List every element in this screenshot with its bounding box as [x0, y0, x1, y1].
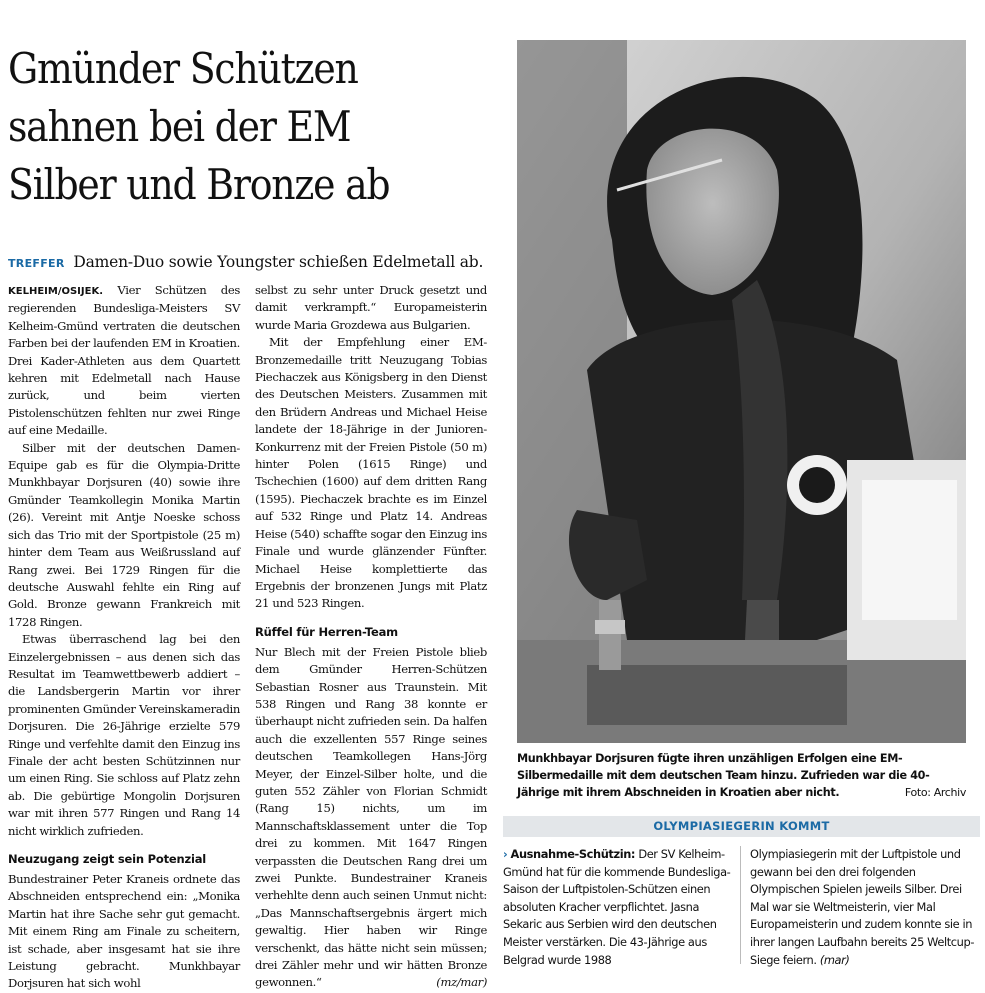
- paragraph: Silber mit der deutschen Damen-Equipe gab es für die Olympia-Dritte Munkhbayar Dorjsuren (40) sowie ihre Gmünder Teamkollegin Monika Martin (26). Vereint mit Antje Noeske schoss sich das Trio mit der Sportpistole (25 m) hinter dem Team aus Weißrussland auf Rang zwei. Bei 1729 Ringen für die deutsche Auswahl fehlte ein Ring auf Gold. Bronze gewann Frankreich mit 1728 Ringen.: [8, 440, 240, 629]
- paragraph: Mit der Empfehlung einer EM-Bronzemedaille tritt Neuzugang Tobias Piechaczek aus Königsberg in den Dienst des Deutschen Meisters. Zusammen mit den Brüdern Andreas und Michael Heise landete der 18-Jährige in der Junioren-Konkurrenz mit der Freien Pistole (50 m) hinter Polen (1615 Ringe) und Tschechien (1600) auf dem dritten Rang (1595). Piechaczek brachte es im Einzel auf 532 Ringe und Platz 14. Andreas Heise (540) schaffte sogar den Einzug ins Finale und wurde glänzender Fünfter. Michael Heise komplettierte das Ergebnis der bronzenen Jungs mit Platz 21 und 523 Ringen.: [255, 335, 487, 611]
- headline-line-2: sahnen bei der EM: [8, 102, 351, 151]
- deck: [8, 253, 498, 271]
- kicker-label: TREFFER: [8, 257, 65, 270]
- column-divider: [740, 846, 741, 964]
- photo-caption: Munkhbayar Dorjsuren fügte ihren unzähligen Erfolgen eine EM-Silbermedaille mit dem deutschen Team hinzu. Zufrieden war die 40-Jährige mit ihrem Abschneiden in Kroatien aber nicht. Foto: Archiv: [517, 752, 966, 799]
- photo-credit: Foto: Archiv: [904, 786, 966, 799]
- infobox-lead: Ausnahme-Schützin:: [510, 847, 636, 861]
- paragraph: selbst zu sehr unter Druck gesetzt und damit verkrampft.“ Europameisterin wurde Maria Grozdewa aus Bulgarien.: [255, 283, 487, 332]
- paragraph: KELHEIM/OSIJEK. Vier Schützen des regierenden Bundesliga-Meisters SV Kelheim-Gmünd vertraten die deutschen Farben bei der laufenden EM in Kroatien. Drei Kader-Athleten aus dem Quartett kehren mit Edelmetall nach Hause zurück, und beim vierten Pistolenschützen fehlten nur zwei Ringe auf eine Medaille.: [8, 283, 240, 438]
- deck-text: Damen-Duo sowie Youngster schießen Edelmetall ab.: [73, 253, 484, 271]
- paragraph: Nur Blech mit der Freien Pistole blieb dem Gmünder Herren-Schützen Sebastian Rosner aus Traunstein. Mit 538 Ringen und Rang 38 konnte er überhaupt nicht zufrieden sein. Da halfen auch die exzellenten 557 Ringe seines deutschen Teamkollegen Hans-Jörg Meyer, der Einzel-Silber holte, und die guten 552 Zähler von Florian Schmidt (Rang 15) nichts, um im Mannschaftsklassement unter die Top drei zu kommen. Mit 1647 Ringen verpassten die Deutschen Rang drei um zwei Punkte. Bundestrainer Kraneis verhehlte denn auch seinen Unmut nicht: „Das Mannschaftsergebnis ärgert mich gewaltig. Hier haben wir Ringe verschenkt, das hätte nicht sein müssen; drei Zähler mehr und wir hätten Bronze gewonnen.“ (mz/mar): [255, 644, 487, 992]
- dateline: KELHEIM/OSIJEK.: [8, 286, 103, 297]
- subheading: Neuzugang zeigt sein Potenzial: [8, 852, 207, 866]
- photo-illustration: [517, 40, 966, 743]
- headline-line-3: Silber und Bronze ab: [8, 160, 390, 209]
- chevron-right-icon: ›: [503, 847, 508, 861]
- infobox-header: OLYMPIASIEGERIN KOMMT: [503, 816, 980, 837]
- news-photo: [517, 40, 966, 743]
- paragraph: Bundestrainer Peter Kraneis ordnete das Abschneiden entsprechend ein: „Monika Martin hat ihre Sache sehr gut gemacht. Mit einem Ring am Finale zu scheitern, ist schade, aber insgesamt hat sie ihre Leistung gebracht. Munkhbayar Dorjsuren hat sich wohl: [8, 872, 240, 991]
- author-signoff: (mz/mar): [436, 975, 487, 990]
- paragraph: Etwas überraschend lag bei den Einzelergebnissen – aus denen sich das Resultat im Teamwettbewerb addiert – die Landsbergerin Martin vor ihrer prominenten Gmünder Vereinskameradin Dorjsuren. Die 26-Jährige erzielte 579 Ringe und verfehlte damit den Einzug ins Finale der acht besten Schützinnen nur um einen Ring. Sie schloss auf Platz zehn ab. Die gebürtige Mongolin Dorjsuren war mit ihren 577 Ringen und Rang 14 nicht wirklich zufrieden.: [8, 632, 240, 838]
- headline-line-1: Gmünder Schützen: [8, 44, 358, 93]
- infobox-column-2: Olympiasiegerin mit der Luftpistole und gewann bei den drei folgenden Olympischen Spielen jeweils Silber. Drei Mal war sie Weltmeisterin, vier Mal Europameisterin und zudem konnte sie in ihrer langen Laufbahn bereits 25 Weltcup-Siege feiern. (mar): [750, 847, 975, 967]
- author-signoff: (mar): [819, 952, 850, 967]
- subheading: Rüffel für Herren-Team: [255, 624, 398, 639]
- infobox-column-1: › Ausnahme-Schützin: Der SV Kelheim-Gmünd hat für die kommende Bundesliga-Saison der Luftpistolen-Schützen einen absoluten Kracher verpflichtet. Jasna Sekaric aus Serbien wird den deutschen Meister verstärken. Die 43-Jährige aus Belgrad wurde 1988: [503, 847, 731, 967]
- article-column-2: [255, 282, 487, 992]
- article-column-1: [8, 282, 240, 993]
- headline: [8, 40, 508, 214]
